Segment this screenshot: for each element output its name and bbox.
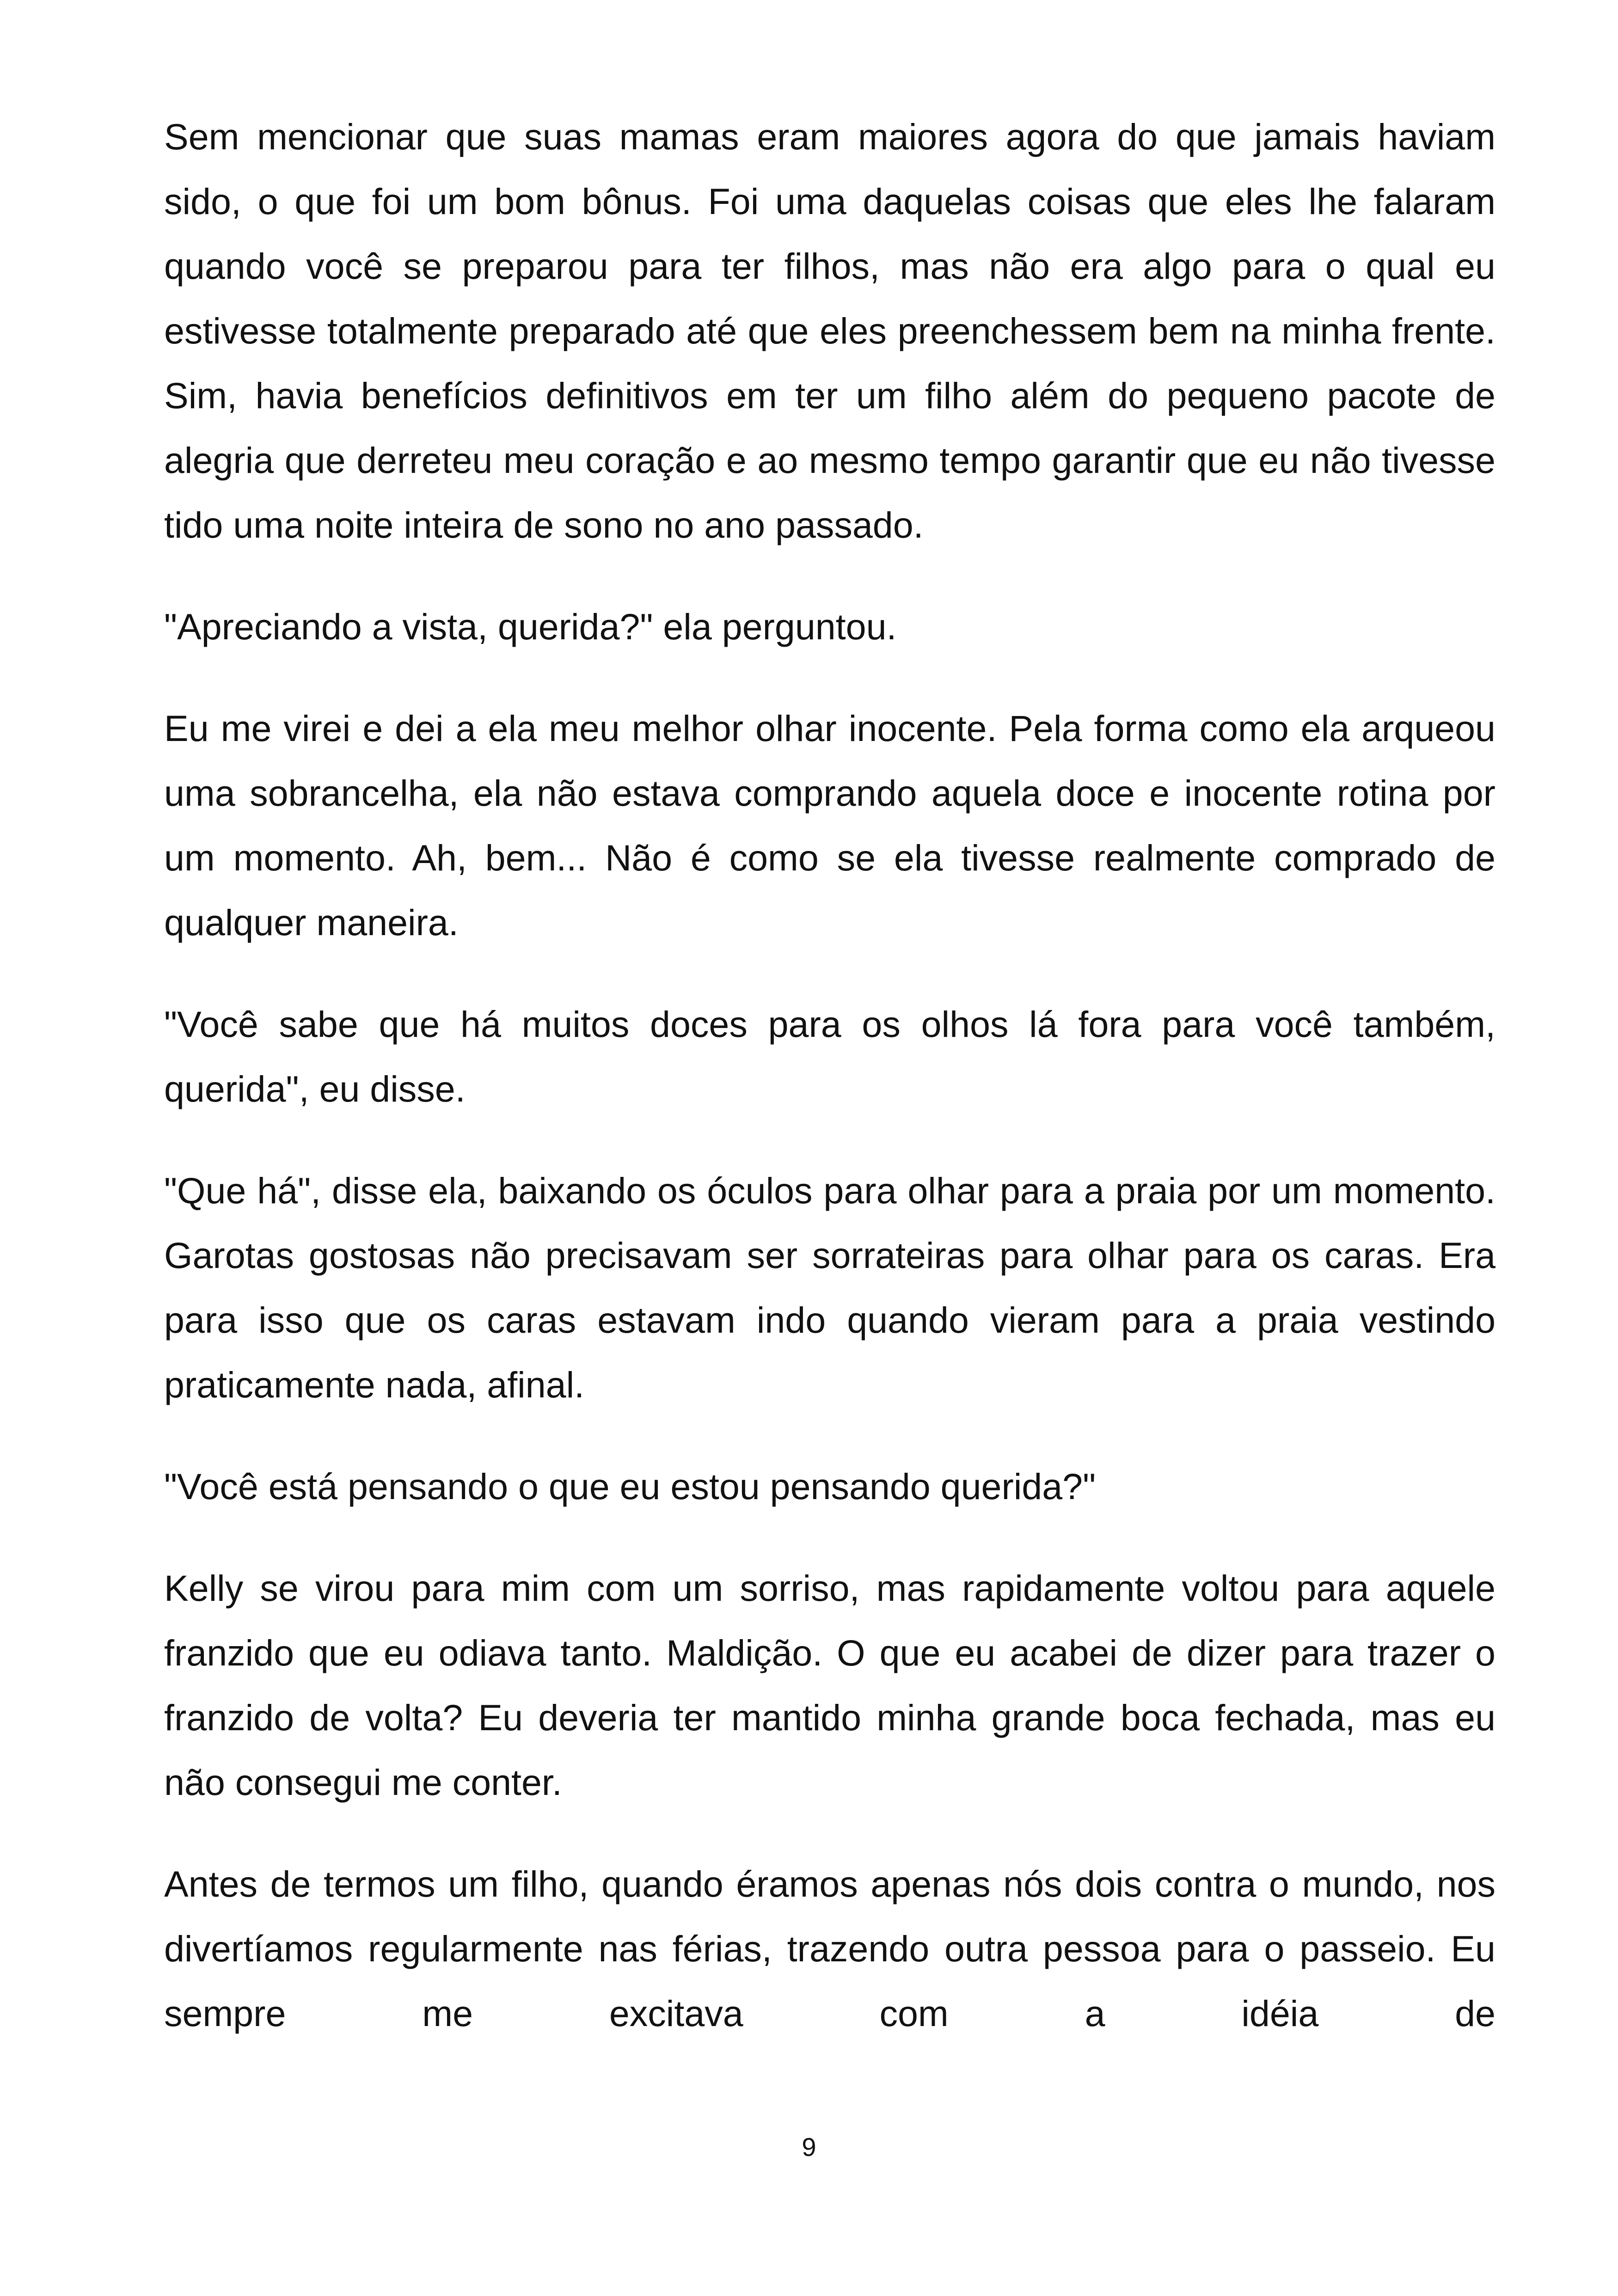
paragraph-5: "Que há", disse ela, baixando os óculos para olhar para a praia por um momento. Garotas gostosas não precisavam ser sorrateiras para olhar para os caras. Era para isso que os caras estavam indo quando vieram para a praia vestindo praticamente nada, afinal. — [164, 1170, 1495, 1405]
paragraph-4: "Você sabe que há muitos doces para os olhos lá fora para você também, querida", eu disse. — [164, 1004, 1495, 1109]
body-text — [164, 104, 1495, 2083]
paragraph-7: Kelly se virou para mim com um sorriso, mas rapidamente voltou para aquele franzido que eu odiava tanto. Maldição. O que eu acabei de dizer para trazer o franzido de volta? Eu deveria ter mantido minha grande boca fechada, mas eu não consegui me conter. — [164, 1567, 1495, 1803]
paragraph-2: "Apreciando a vista, querida?" ela perguntou. — [164, 606, 897, 647]
paragraph-3: Eu me virei e dei a ela meu melhor olhar inocente. Pela forma como ela arqueou uma sobrancelha, ela não estava comprando aquela doce e inocente rotina por um momento. Ah, bem... Não é como se ela tivesse realmente comprado de qualquer maneira. — [164, 708, 1495, 943]
paragraph-8: Antes de termos um filho, quando éramos apenas nós dois contra o mundo, nos divertíamos regularmente nas férias, trazendo outra pessoa para o passeio. Eu sempre me excitava com a idéia de — [164, 1863, 1495, 2034]
page-number: 9 — [802, 2132, 816, 2161]
paragraph-6: "Você está pensando o que eu estou pensando querida?" — [164, 1466, 1096, 1507]
paragraph-1: Sem mencionar que suas mamas eram maiores agora do que jamais haviam sido, o que foi um bom bônus. Foi uma daquelas coisas que eles lhe falaram quando você se preparou para ter filhos, mas não era algo para o qual eu estivesse totalmente preparado até que eles preenchessem bem na minha frente. Sim, havia benefícios definitivos em ter um filho além do pequeno pacote de alegria que derreteu meu coração e ao mesmo tempo garantir que eu não tivesse tido uma noite inteira de sono no ano passado. — [164, 116, 1495, 545]
